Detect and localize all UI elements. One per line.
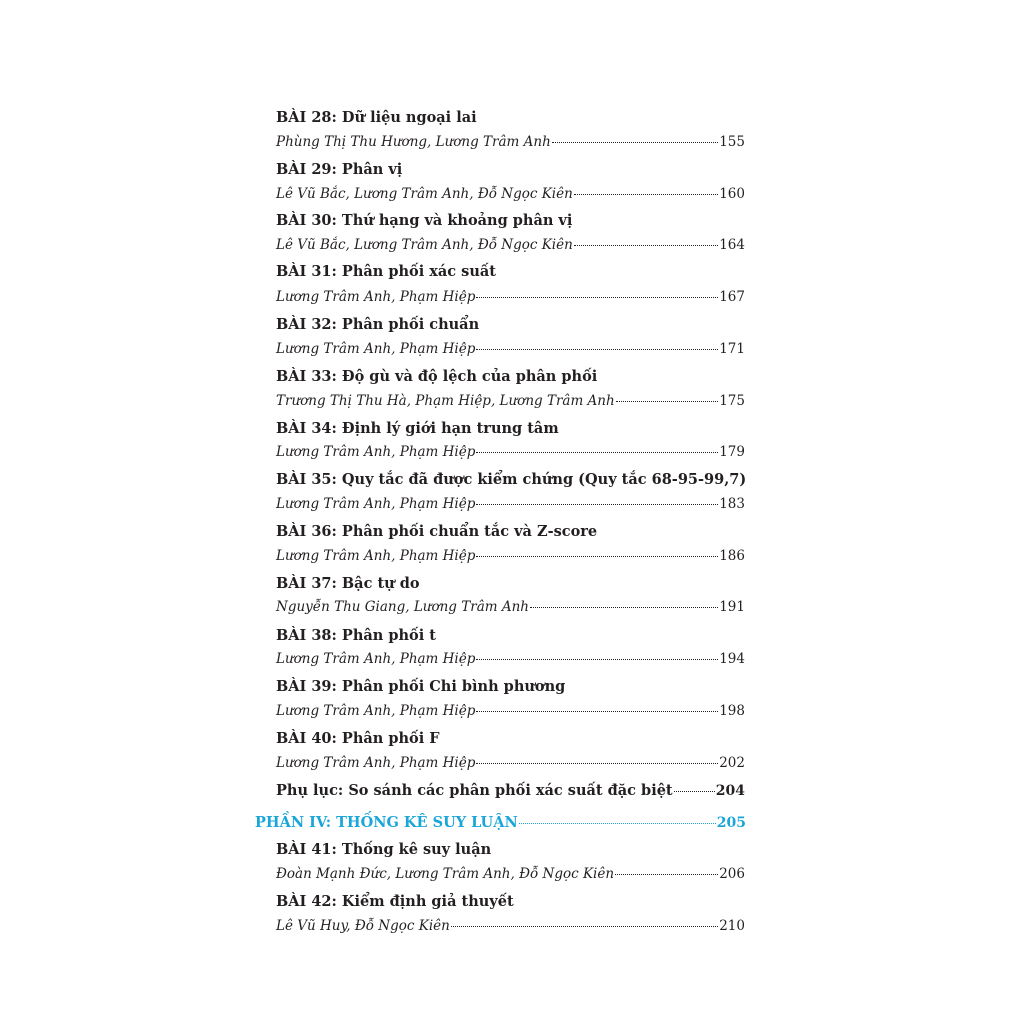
chapter-40-entry: [276, 752, 745, 774]
chapter-33-authors: Trương Thị Thu Hà, Phạm Hiệp, Lương Trâm Anh: [276, 393, 615, 409]
dot-leader: [574, 245, 718, 246]
chapter-28-authors: Phùng Thị Thu Hương, Lương Trâm Anh: [276, 134, 551, 150]
chapter-29-page: 160: [719, 186, 745, 202]
dot-leader: [615, 874, 718, 875]
chapter-35-page: 183: [719, 496, 745, 512]
dot-leader: [574, 194, 718, 195]
chapter-42-title: BÀI 42: Kiểm định giả thuyết: [276, 893, 514, 910]
chapter-31-title: BÀI 31: Phân phối xác suất: [276, 263, 496, 280]
chapter-32-entry: [276, 338, 745, 360]
dot-leader: [476, 452, 718, 453]
chapter-34-page: 179: [719, 444, 745, 460]
dot-leader: [476, 659, 718, 660]
chapter-34-authors: Lương Trâm Anh, Phạm Hiệp: [276, 444, 476, 460]
dot-leader: [519, 823, 716, 824]
dot-leader: [451, 926, 718, 927]
appendix-page: 204: [715, 783, 745, 799]
chapter-35-title: BÀI 35: Quy tắc đã được kiểm chứng (Quy tắc 68-95-99,7): [276, 471, 747, 488]
dot-leader: [476, 297, 718, 298]
part-title: PHẦN IV: THỐNG KÊ SUY LUẬN: [255, 814, 518, 831]
chapter-40-page: 202: [719, 755, 745, 771]
chapter-32-authors: Lương Trâm Anh, Phạm Hiệp: [276, 341, 476, 357]
chapter-35-entry: [276, 493, 745, 515]
chapter-42-authors: Lê Vũ Huy, Đỗ Ngọc Kiên: [276, 918, 450, 934]
chapter-33-title: BÀI 33: Độ gù và độ lệch của phân phối: [276, 368, 598, 385]
chapter-39-entry: [276, 700, 745, 722]
dot-leader: [476, 504, 718, 505]
chapter-37-authors: Nguyễn Thu Giang, Lương Trâm Anh: [276, 599, 529, 615]
dot-leader: [476, 711, 718, 712]
part-heading: [255, 812, 746, 834]
chapter-36-page: 186: [719, 548, 745, 564]
chapter-28-page: 155: [719, 134, 745, 150]
chapter-40-authors: Lương Trâm Anh, Phạm Hiệp: [276, 755, 476, 771]
chapter-40-title: BÀI 40: Phân phối F: [276, 730, 440, 747]
chapter-28-title: BÀI 28: Dữ liệu ngoại lai: [276, 109, 477, 126]
chapter-41-page: 206: [719, 866, 745, 882]
chapter-41-entry: [276, 863, 745, 885]
chapter-32-page: 171: [719, 341, 745, 357]
chapter-33-page: 175: [719, 393, 745, 409]
chapter-29-authors: Lê Vũ Bắc, Lương Trâm Anh, Đỗ Ngọc Kiên: [276, 186, 573, 202]
chapter-30-authors: Lê Vũ Bắc, Lương Trâm Anh, Đỗ Ngọc Kiên: [276, 237, 573, 253]
chapter-41-authors: Đoàn Mạnh Đức, Lương Trâm Anh, Đỗ Ngọc Kiên: [276, 866, 615, 882]
chapter-36-authors: Lương Trâm Anh, Phạm Hiệp: [276, 548, 476, 564]
dot-leader: [674, 791, 715, 792]
chapter-38-title: BÀI 38: Phân phối t: [276, 627, 436, 644]
chapter-30-entry: [276, 234, 745, 256]
chapter-31-page: 167: [719, 289, 745, 305]
chapter-38-authors: Lương Trâm Anh, Phạm Hiệp: [276, 651, 476, 667]
dot-leader: [476, 349, 718, 350]
chapter-39-title: BÀI 39: Phân phối Chi bình phương: [276, 678, 566, 695]
chapter-30-title: BÀI 30: Thứ hạng và khoảng phân vị: [276, 212, 573, 229]
chapter-30-page: 164: [719, 237, 745, 253]
chapter-38-page: 194: [719, 651, 745, 667]
dot-leader: [476, 763, 718, 764]
dot-leader: [552, 142, 718, 143]
chapter-36-entry: [276, 545, 745, 567]
dot-leader: [476, 556, 718, 557]
chapter-37-title: BÀI 37: Bậc tự do: [276, 575, 420, 592]
chapter-41-title: BÀI 41: Thống kê suy luận: [276, 841, 492, 858]
chapter-31-authors: Lương Trâm Anh, Phạm Hiệp: [276, 289, 476, 305]
chapter-37-entry: [276, 596, 745, 618]
chapter-31-entry: [276, 286, 745, 308]
chapter-32-title: BÀI 32: Phân phối chuẩn: [276, 316, 480, 333]
chapter-37-page: 191: [719, 599, 745, 615]
chapter-29-entry: [276, 183, 745, 205]
dot-leader: [530, 607, 718, 608]
chapter-28-entry: [276, 131, 745, 153]
chapter-33-entry: [276, 390, 745, 412]
chapter-34-title: BÀI 34: Định lý giới hạn trung tâm: [276, 420, 559, 437]
appendix-entry: [276, 780, 745, 802]
chapter-42-entry: [276, 915, 745, 937]
chapter-39-authors: Lương Trâm Anh, Phạm Hiệp: [276, 703, 476, 719]
dot-leader: [616, 401, 719, 402]
chapter-34-entry: [276, 441, 745, 463]
chapter-42-page: 210: [719, 918, 745, 934]
chapter-35-authors: Lương Trâm Anh, Phạm Hiệp: [276, 496, 476, 512]
appendix-title: Phụ lục: So sánh các phân phối xác suất đặc biệt: [276, 782, 673, 799]
chapter-39-page: 198: [719, 703, 745, 719]
part-page: 205: [716, 815, 746, 831]
chapter-38-entry: [276, 648, 745, 670]
chapter-36-title: BÀI 36: Phân phối chuẩn tắc và Z-score: [276, 523, 598, 540]
chapter-29-title: BÀI 29: Phân vị: [276, 161, 403, 178]
